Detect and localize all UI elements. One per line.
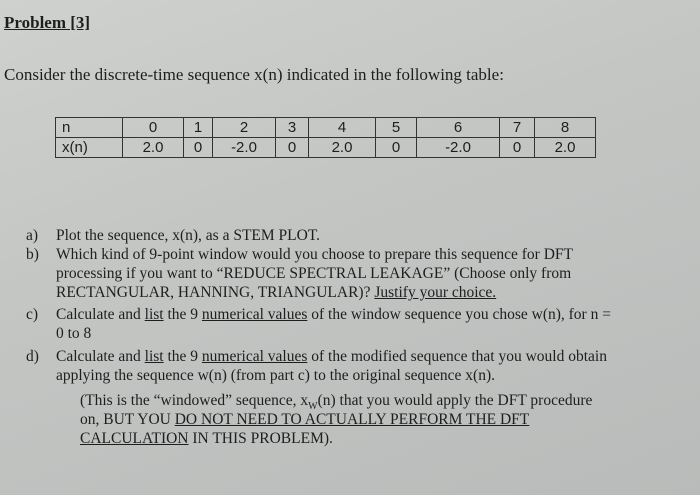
note-text: (n) that you would apply the DFT procedure <box>317 392 593 409</box>
table-row-x <box>56 138 596 158</box>
question-text: Which kind of 9-point window would you choose to prepare this sequence for DFT <box>56 246 573 263</box>
emphasis-calculation: CALCULATION <box>80 430 189 447</box>
question-text-part: RECTANGULAR, HANNING, TRIANGULAR)? <box>56 284 375 301</box>
emphasis-list: list <box>144 306 164 323</box>
row-label-x: x(n) <box>56 138 123 158</box>
table-cell: 8 <box>535 118 596 138</box>
question-text: Plot the sequence, x(n), as a STEM PLOT. <box>56 227 321 244</box>
note-text: (This is the “windowed” sequence, x <box>80 392 309 409</box>
question-label: a) <box>26 227 39 244</box>
table-cell: 6 <box>417 118 500 138</box>
question-text-part: Calculate and <box>56 306 145 323</box>
table-cell: 0 <box>500 138 535 158</box>
emphasis-numerical-values: numerical values <box>201 306 308 323</box>
windowed-note <box>80 429 333 448</box>
emphasis-no-dft: DO NOT NEED TO ACTUALLY PERFORM THE DFT <box>174 411 530 428</box>
question-text <box>56 305 611 324</box>
table-cell: 0 <box>376 138 417 158</box>
sequence-table <box>55 117 596 158</box>
question-text <box>56 347 607 366</box>
question-text: applying the sequence w(n) (from part c) to the original sequence x(n). <box>56 367 496 384</box>
table-cell: 5 <box>376 118 417 138</box>
table-cell: 4 <box>309 118 376 138</box>
justify-emphasis: Justify your choice. <box>374 284 497 301</box>
table-cell: 3 <box>276 118 309 138</box>
question-text-part: the 9 <box>163 306 202 323</box>
question-text: processing if you want to “REDUCE SPECTRAL LEAKAGE” (Choose only from <box>56 265 572 282</box>
question-text-part: the 9 <box>163 348 202 365</box>
table-cell: 2.0 <box>123 138 184 158</box>
table-cell: -2.0 <box>417 138 500 158</box>
table-cell: 7 <box>500 118 535 138</box>
problem-title: Problem [3] <box>4 13 91 32</box>
table-cell: -2.0 <box>213 138 276 158</box>
windowed-note <box>80 410 529 429</box>
question-text: 0 to 8 <box>56 325 92 342</box>
emphasis-list: list <box>144 348 164 365</box>
table-row-n <box>56 118 596 138</box>
subscript-w: W <box>308 401 318 413</box>
table-cell: 2.0 <box>535 138 596 158</box>
problem-intro: Consider the discrete-time sequence x(n) indicated in the following table: <box>4 65 504 84</box>
question-text <box>56 283 496 302</box>
table-cell: 2.0 <box>309 138 376 158</box>
table-cell: 2 <box>213 118 276 138</box>
question-label: c) <box>26 306 39 323</box>
emphasis-numerical-values: numerical values <box>201 348 308 365</box>
question-text-part: of the window sequence you chose w(n), for n = <box>307 306 611 323</box>
question-label: b) <box>26 246 39 263</box>
table-cell: 0 <box>123 118 184 138</box>
note-text: on, BUT YOU <box>80 411 175 428</box>
row-label-n: n <box>56 118 123 138</box>
question-label: d) <box>26 348 39 365</box>
question-text-part: of the modified sequence that you would obtain <box>307 348 607 365</box>
table-cell: 1 <box>184 118 213 138</box>
note-text: IN THIS PROBLEM). <box>188 430 333 447</box>
table-cell: 0 <box>184 138 213 158</box>
question-text-part: Calculate and <box>56 348 145 365</box>
table-cell: 0 <box>276 138 309 158</box>
